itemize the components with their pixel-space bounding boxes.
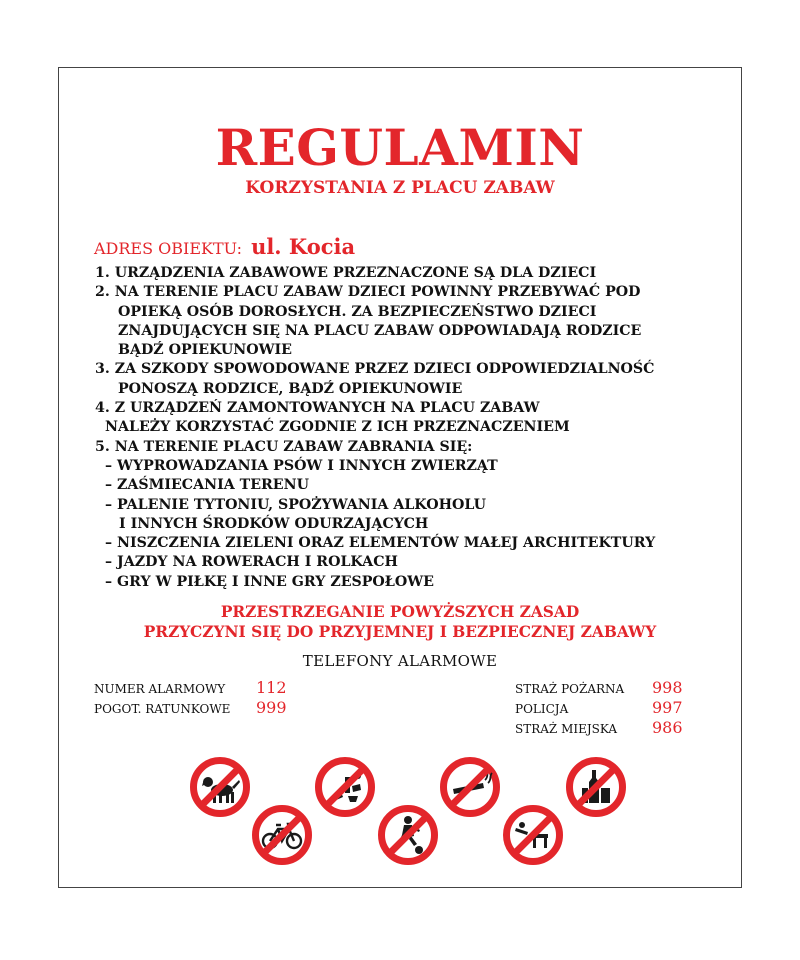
rule-line: NALEŻY KORZYSTAĆ ZGODNIE Z ICH PRZEZNACZENIEM [105, 419, 570, 436]
no-smoking-icon [439, 756, 501, 818]
rule-line: I INNYCH ŚRODKÓW ODURZAJĄCYCH [119, 515, 429, 532]
rule-line: – NISZCZENIA ZIELENI ORAZ ELEMENTÓW MAŁEJ ARCHITEKTURY [105, 535, 656, 552]
rule-line: PONOSZĄ RODZICE, BĄDŹ OPIEKUNOWIE [118, 380, 463, 397]
phone-number: 112 [256, 678, 287, 697]
phone-label: NUMER ALARMOWY [94, 682, 226, 696]
no-vandalism-icon [502, 804, 564, 866]
rules-list [95, 264, 735, 592]
page-title: REGULAMIN [215, 118, 585, 177]
page-subtitle: KORZYSTANIA Z PLACU ZABAW [245, 178, 555, 198]
phone-row [515, 718, 683, 738]
phone-number: 998 [652, 678, 683, 697]
rule-line: ZNAJDUJĄCYCH SIĘ NA PLACU ZABAW ODPOWIADAJĄ RODZICE [118, 322, 642, 339]
rule-line: BĄDŹ OPIEKUNOWIE [118, 342, 292, 359]
phone-label: STRAŻ POŻARNA [515, 682, 625, 696]
phones-left-column [94, 678, 287, 718]
no-littering-icon [314, 756, 376, 818]
phone-row [94, 698, 287, 718]
rule-line: 4. Z URZĄDZEŃ ZAMONTOWANYCH NA PLACU ZABAW [95, 400, 540, 417]
rule-line: – WYPROWADZANIA PSÓW I INNYCH ZWIERZĄT [105, 457, 498, 474]
phone-number: 986 [652, 718, 683, 737]
alarm-phones-heading: TELEFONY ALARMOWE [302, 652, 498, 670]
phone-row [515, 678, 683, 698]
no-ball-games-icon [377, 804, 439, 866]
regulations-sign [58, 67, 742, 888]
address-line [94, 235, 355, 261]
notice-line: PRZESTRZEGANIE POWYŻSZYCH ZASAD [220, 603, 580, 621]
phone-number: 999 [256, 698, 287, 717]
no-bicycles-icon [251, 804, 313, 866]
rule-line: – GRY W PIŁKĘ I INNE GRY ZESPOŁOWE [105, 573, 434, 590]
rule-line: – JAZDY NA ROWERACH I ROLKACH [105, 554, 398, 571]
rule-line: 2. NA TERENIE PLACU ZABAW DZIECI POWINNY PRZEBYWAĆ POD [95, 284, 641, 301]
address-label: ADRES OBIEKTU: [94, 239, 242, 258]
phone-row [515, 698, 683, 718]
no-alcohol-icon [565, 756, 627, 818]
rule-line: 3. ZA SZKODY SPOWODOWANE PRZEZ DZIECI ODPOWIEDZIALNOŚĆ [95, 361, 655, 378]
rule-line: 1. URZĄDZENIA ZABAWOWE PRZEZNACZONE SĄ DLA DZIECI [95, 265, 597, 281]
phone-label: STRAŻ MIEJSKA [515, 722, 618, 736]
phone-number: 997 [652, 698, 683, 717]
phone-row [94, 678, 287, 698]
notice-block [59, 602, 741, 642]
rule-line: 5. NA TERENIE PLACU ZABAW ZABRANIA SIĘ: [95, 438, 473, 455]
phone-label: POLICJA [515, 702, 569, 716]
phone-label: POGOT. RATUNKOWE [94, 702, 231, 716]
no-dogs-icon [189, 756, 251, 818]
phones-right-column [515, 678, 683, 738]
rule-line: – ZAŚMIECANIA TERENU [105, 477, 309, 494]
notice-line: PRZYCZYNI SIĘ DO PRZYJEMNEJ I BEZPIECZNEJ ZABAWY [143, 623, 657, 641]
rule-line: – PALENIE TYTONIU, SPOŻYWANIA ALKOHOLU [105, 496, 486, 513]
rule-line: OPIEKĄ OSÓB DOROSŁYCH. ZA BEZPIECZEŃSTWO DZIECI [118, 303, 597, 320]
address-value: ul. Kocia [251, 234, 356, 259]
